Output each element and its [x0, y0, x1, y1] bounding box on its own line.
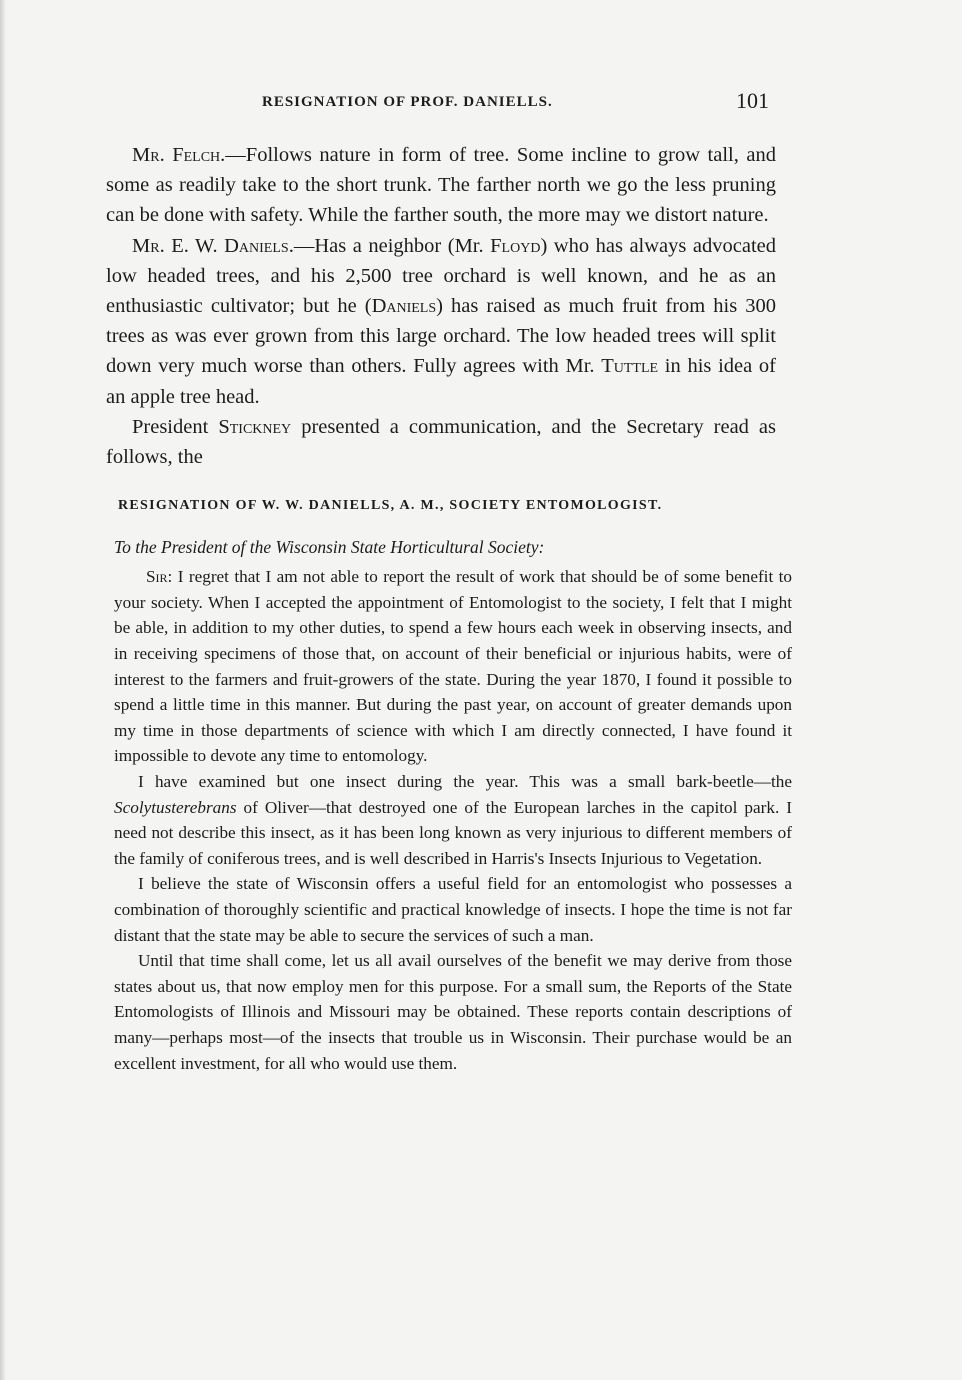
page-edge	[0, 0, 6, 1380]
discussion	[106, 140, 776, 472]
paragraph-text: —Has a neighbor (Mr.	[293, 234, 491, 257]
letter-paragraph	[114, 871, 792, 948]
paragraph-felch	[106, 140, 776, 231]
letter-body	[114, 564, 792, 1076]
letter-salutation: To the President of the Wisconsin State Horticultural Society:	[114, 537, 545, 558]
paragraph-text: ) who has always advocated low headed trees, and his 2,500 tree orchard is well known, and he as an enthusiastic cultivator; but he (	[106, 234, 776, 318]
letter-paragraph	[114, 948, 792, 1076]
person-name: Stickney	[218, 415, 292, 438]
paragraph-text: President	[132, 415, 219, 438]
letter-paragraph	[114, 564, 792, 769]
speaker-name: Mr. Felch.	[132, 144, 226, 166]
person-name: Tuttle	[601, 355, 659, 378]
letter-text: I believe the state of Wisconsin offers a useful field for an entomologist who possesses a combination of thoroughly scientific and practical knowledge of insects. I hope the time is not far distant that the state may be able to secure the services of such a man.	[114, 874, 792, 945]
letter-paragraph	[114, 769, 792, 871]
person-name: Daniels	[371, 295, 437, 318]
paragraph-president	[106, 412, 776, 472]
section-heading: RESIGNATION OF W. W. DANIELLS, A. M., SOCIETY ENTOMOLOGIST.	[118, 498, 663, 514]
letter-text: Until that time shall come, let us all avail ourselves of the benefit we may derive from those states about us, that now employ men for this purpose. For a small sum, the Reports of the State Entomologists of Illinois and Missouri may be obtained. These reports contain descriptions of many—perhaps most—of the insects that trouble us in Wisconsin. Their purchase would be an excellent investment, for all who would use them.	[114, 951, 792, 1073]
letter-text: I regret that I am not able to report the result of work that should be of some benefit to your society. When I accepted the appointment of Entomologist to the society, I felt that I might be able, in addition to my other duties, to spend a few hours each week in observing insects, and in receiving specimens of those that, on account of their beneficial or injurious habits, were of interest to the farmers and fruit-growers of the state. During the year 1870, I found it possible to spend a little time in this manner. But during the past year, on account of greater demands upon my time in those departments of science with which I am directly connected, I have found it impossible to devote any time to entomology.	[114, 567, 792, 766]
letter-text: I have examined but one insect during the year. This was a small bark-beetle—the	[138, 771, 792, 791]
body-text	[106, 140, 792, 1076]
person-name: Floyd	[490, 234, 541, 257]
page-number: 101	[736, 88, 769, 113]
paragraph-text: ) has raised as much fruit from his 300 trees as was ever grown from this large orchard. The low headed trees will split down very much worse than others. Fully agrees with Mr.	[106, 295, 776, 378]
paragraph-text: —Follows nature in form of tree. Some incline to grow tall, and some as readily take to the short trunk. The farther north we go the less pruning can be done with safety. While the farther south, the more may we distort nature.	[106, 144, 776, 227]
running-title: RESIGNATION OF PROF. DANIELLS.	[262, 94, 553, 110]
species-name: Scolytusterebrans	[114, 797, 237, 817]
letter-text: of Oliver—that destroyed one of the European larches in the capitol park. I need not describe this insect, as it has been long known as very injurious to different members of the family of coniferous trees, and is well described in Harris's Insects Injurious to Vegetation.	[114, 797, 792, 868]
paragraph-text: presented a communication, and the Secretary read as follows, the	[106, 415, 777, 469]
paragraph-text: in his idea of an apple tree head.	[106, 355, 777, 408]
paragraph-daniels	[106, 231, 776, 412]
letter-lead: Sir:	[146, 567, 173, 587]
speaker-name: Mr. E. W. Daniels.	[132, 234, 294, 257]
